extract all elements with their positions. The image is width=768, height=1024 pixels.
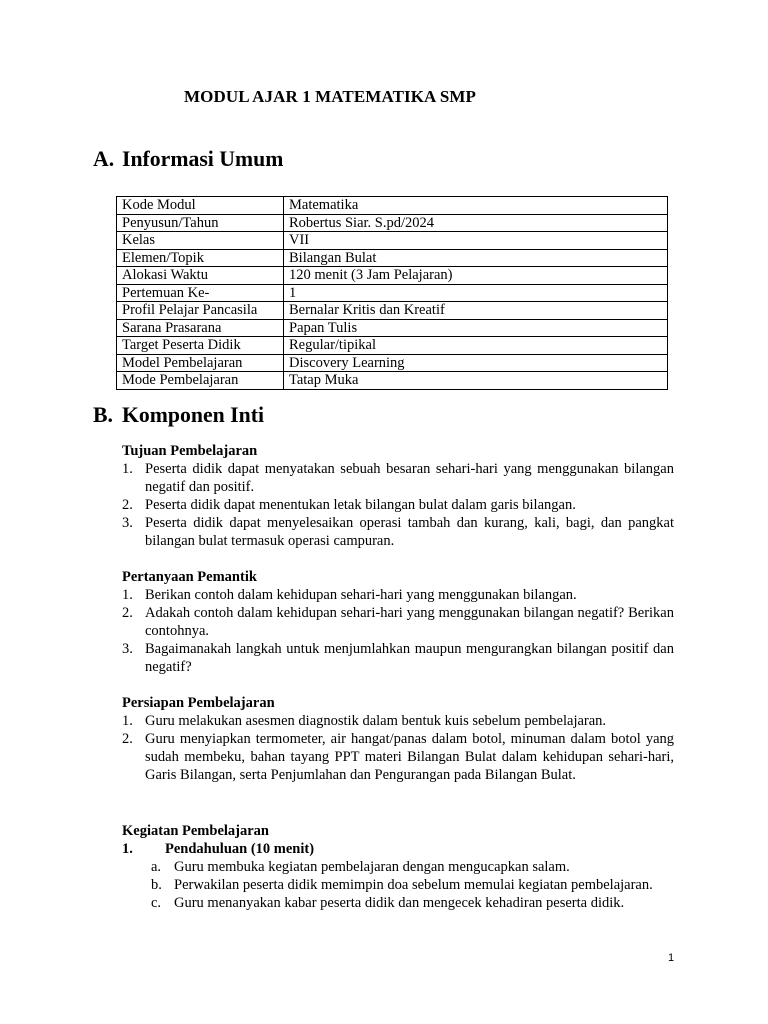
list-item-marker: 3. — [122, 515, 133, 531]
page-number: 1 — [668, 952, 675, 964]
list-item-marker: c. — [151, 895, 162, 911]
persiapan-block — [122, 694, 674, 784]
info-row — [117, 319, 668, 337]
info-key: Mode Pembelajaran — [117, 372, 284, 390]
info-value: Matematika — [284, 197, 668, 215]
pertanyaan-block — [122, 568, 674, 676]
list-item-text: Peserta didik dapat menentukan letak bilangan bulat dalam garis bilangan. — [145, 497, 576, 513]
info-key: Pertemuan Ke- — [117, 284, 284, 302]
list-item-text: Perwakilan peserta didik memimpin doa sebelum memulai kegiatan pembelajaran. — [174, 877, 653, 893]
pertanyaan-heading: Pertanyaan Pemantik — [122, 569, 257, 585]
info-value: VII — [284, 232, 668, 250]
list-item-text: Peserta didik dapat menyelesaikan operasi tambah dan kurang, kali, bagi, dan pangkat bilangan bulat termasuk operasi campuran. — [145, 515, 674, 549]
list-item-text: Guru menyiapkan termometer, air hangat/panas dalam botol, minuman dalam botol yang sudah membeku, bahan tayang PPT materi Bilangan Bulat dalam kehidupan sehari-hari, Garis Bilangan, serta Penjumlahan dan Pengurangan pada Bilangan Bulat. — [145, 731, 674, 783]
info-value: Tatap Muka — [284, 372, 668, 390]
info-row — [117, 337, 668, 355]
kegiatan-block — [122, 822, 674, 912]
info-key: Target Peserta Didik — [117, 337, 284, 355]
list-item — [122, 514, 674, 550]
info-value: Bernalar Kritis dan Kreatif — [284, 302, 668, 320]
list-item — [122, 586, 674, 604]
info-row — [117, 302, 668, 320]
list-item-marker: b. — [151, 877, 162, 893]
info-key: Kelas — [117, 232, 284, 250]
list-item — [122, 460, 674, 496]
info-value: Papan Tulis — [284, 319, 668, 337]
kegiatan-heading: Kegiatan Pembelajaran — [122, 823, 269, 839]
section-a-heading — [93, 147, 284, 171]
info-value: 120 menit (3 Jam Pelajaran) — [284, 267, 668, 285]
info-key: Sarana Prasarana — [117, 319, 284, 337]
tujuan-block — [122, 442, 674, 550]
list-item-marker: 3. — [122, 641, 133, 657]
list-item-text: Peserta didik dapat menyatakan sebuah besaran sehari-hari yang menggunakan bilangan negatif dan positif. — [145, 461, 674, 495]
info-row — [117, 372, 668, 390]
info-value: Bilangan Bulat — [284, 249, 668, 267]
list-item-text: Guru melakukan asesmen diagnostik dalam bentuk kuis sebelum pembelajaran. — [145, 713, 607, 729]
list-item — [122, 730, 674, 784]
info-key: Penyusun/Tahun — [117, 214, 284, 232]
list-item-marker: 1. — [122, 587, 133, 603]
list-item-marker: 2. — [122, 605, 133, 621]
list-item-marker: 2. — [122, 731, 133, 747]
list-item — [122, 712, 674, 730]
info-value: Discovery Learning — [284, 354, 668, 372]
info-row — [117, 354, 668, 372]
info-row — [117, 284, 668, 302]
info-value: Robertus Siar. S.pd/2024 — [284, 214, 668, 232]
list-item — [151, 858, 674, 876]
list-item-marker: a. — [151, 859, 162, 875]
pertanyaan-list — [122, 586, 674, 676]
info-row — [117, 267, 668, 285]
list-item-marker: 2. — [122, 497, 133, 513]
pendahuluan-subheading — [122, 840, 674, 858]
info-key: Alokasi Waktu — [117, 267, 284, 285]
info-key: Profil Pelajar Pancasila — [117, 302, 284, 320]
info-key: Kode Modul — [117, 197, 284, 215]
persiapan-list — [122, 712, 674, 784]
section-b-letter: B. — [93, 403, 113, 427]
list-item-marker: 1. — [122, 461, 133, 477]
tujuan-list — [122, 460, 674, 550]
tujuan-heading: Tujuan Pembelajaran — [122, 443, 258, 459]
section-a-title: Informasi Umum — [122, 147, 284, 171]
list-item — [151, 876, 674, 894]
list-item — [122, 640, 674, 676]
pendahuluan-number: 1. — [122, 841, 133, 857]
info-key: Elemen/Topik — [117, 249, 284, 267]
info-table — [116, 196, 668, 390]
info-key: Model Pembelajaran — [117, 354, 284, 372]
pendahuluan-list — [122, 858, 674, 912]
info-row — [117, 197, 668, 215]
info-row — [117, 249, 668, 267]
section-b-title: Komponen Inti — [122, 403, 265, 427]
list-item-text: Guru menanyakan kabar peserta didik dan mengecek kehadiran peserta didik. — [174, 895, 625, 911]
list-item-marker: 1. — [122, 713, 133, 729]
section-b-heading — [93, 403, 265, 427]
list-item — [122, 496, 674, 514]
document-title: MODUL AJAR 1 MATEMATIKA SMP — [184, 87, 477, 106]
pendahuluan-title: Pendahuluan (10 menit) — [165, 841, 315, 857]
list-item-text: Bagaimanakah langkah untuk menjumlahkan maupun mengurangkan bilangan positif dan negatif? — [145, 641, 674, 675]
section-a-letter: A. — [93, 147, 115, 171]
list-item-text: Adakah contoh dalam kehidupan sehari-hari yang menggunakan bilangan negatif? Berikan contohnya. — [145, 605, 674, 639]
list-item — [122, 604, 674, 640]
list-item-text: Berikan contoh dalam kehidupan sehari-hari yang menggunakan bilangan. — [145, 587, 577, 603]
list-item — [151, 894, 674, 912]
persiapan-heading: Persiapan Pembelajaran — [122, 695, 275, 711]
info-value: Regular/tipikal — [284, 337, 668, 355]
list-item-text: Guru membuka kegiatan pembelajaran dengan mengucapkan salam. — [174, 859, 570, 875]
info-value: 1 — [284, 284, 668, 302]
info-row — [117, 214, 668, 232]
info-row — [117, 232, 668, 250]
